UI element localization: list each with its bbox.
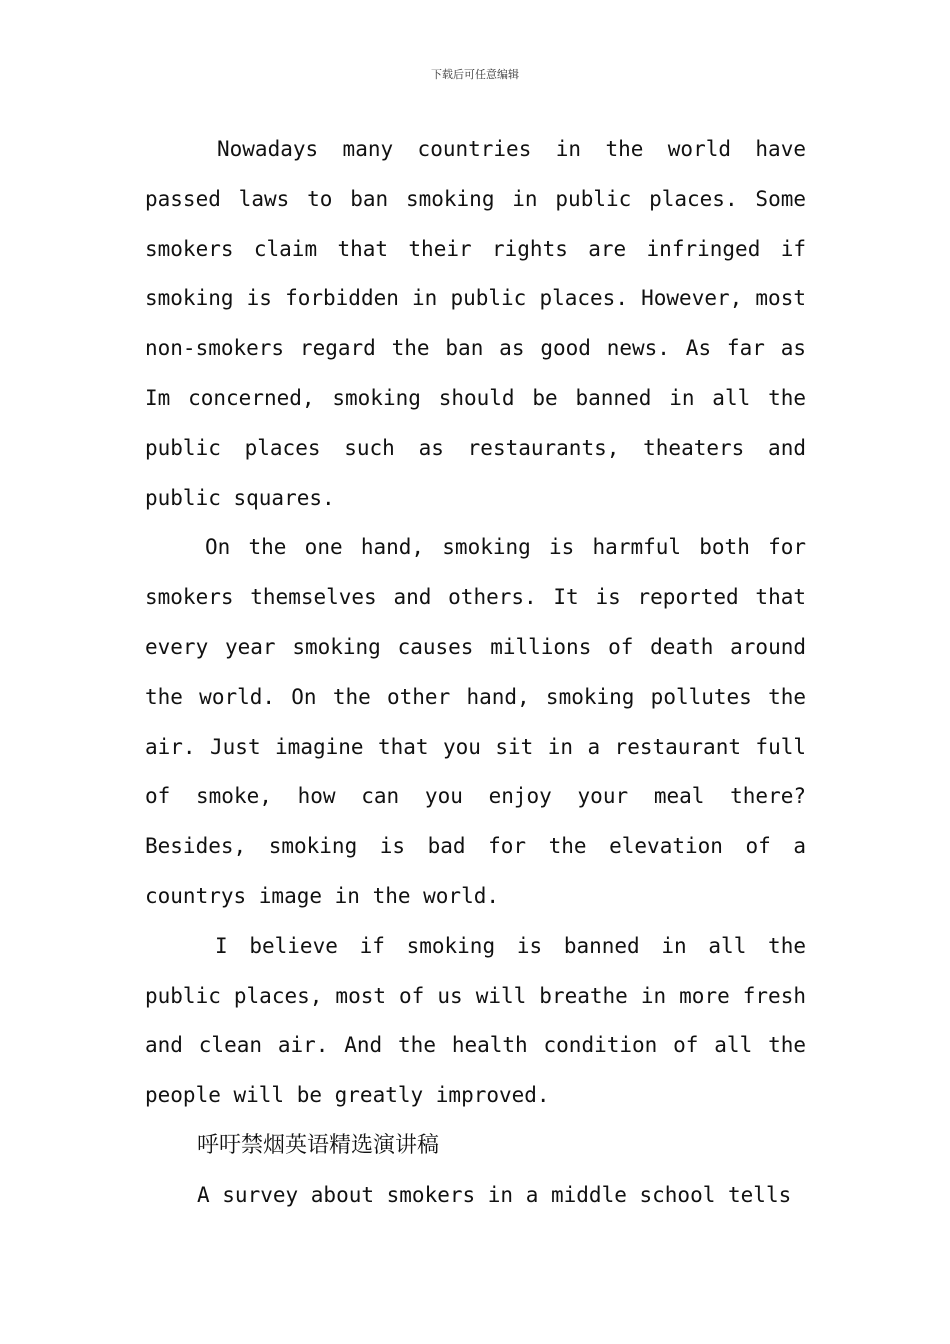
paragraph-reasons: On the one hand, smoking is harmful both for smokers themselves and others. It is reported that every year smoking causes millions of death around the world. On the other hand, smoking pollutes the air. Just imagine that you sit in a restaurant full of smoke, how can you enjoy your meal there? Besides, smoking is bad for the elevation of a countrys image in the world. bbox=[145, 535, 806, 908]
paragraph-intro: Nowadays many countries in the world have passed laws to ban smoking in public places. Some smokers claim that their rights are infringed if smoking is forbidden in public places. However, most non-smokers regard the ban as good news. As far as Im concerned, smoking should be banned in all the public places such as restaurants, theaters and public squares. bbox=[145, 137, 806, 510]
document-body bbox=[145, 125, 806, 1221]
paragraph-conclusion: I believe if smoking is banned in all the public places, most of us will breathe in more fresh and clean air. And the health condition of all the people will be greatly improved. bbox=[145, 933, 806, 1108]
section-title: 呼吁禁烟英语精选演讲稿 bbox=[197, 1132, 440, 1158]
paragraph-survey: A survey about smokers in a middle school tells bbox=[197, 1182, 792, 1207]
page-header: 下载后可任意编辑 bbox=[431, 68, 519, 81]
